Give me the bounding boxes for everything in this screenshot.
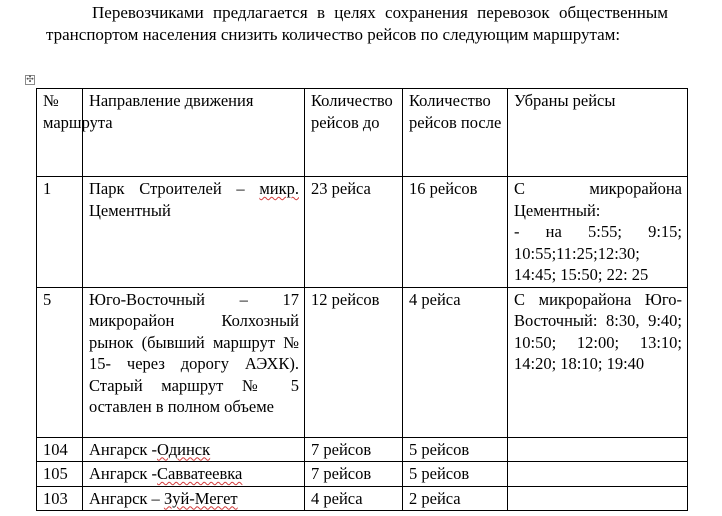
route-number-cell: 1 xyxy=(37,177,83,288)
route-number-cell: 103 xyxy=(37,486,83,511)
route-number-cell: 5 xyxy=(37,287,83,437)
direction-cell: Юго-Восточный – 17 микрорайон Колхозный рынок (бывший маршрут № 15- через дорогу АЭХК). Старый маршрут № 5 оставлен в полном объеме xyxy=(83,287,305,437)
direction-text: Ангарск - xyxy=(89,464,158,483)
intro-text: Перевозчиками предлагается в целях сохранения перевозок общественным транспортом населения снизить количество рейсов по следующим маршрутам: xyxy=(46,3,668,44)
direction-text: Ангарск – xyxy=(89,488,164,508)
header-trips-before xyxy=(305,89,403,177)
trips-after-cell: 5 рейсов xyxy=(403,437,508,462)
header-removed-trips: Убраны рейсы xyxy=(508,89,688,177)
trips-before-cell: 4 рейса xyxy=(305,486,403,511)
removed-trips-cell xyxy=(508,486,688,511)
table-row xyxy=(37,177,688,288)
header-route-number xyxy=(37,89,113,177)
removed-trips-cell xyxy=(508,177,688,288)
header-trips-before-label: Количество рейсов до xyxy=(311,91,393,132)
table-row xyxy=(37,437,688,462)
spellcheck-word: микр. xyxy=(259,179,299,198)
direction-cell xyxy=(83,177,305,288)
direction-cell xyxy=(83,486,305,511)
trips-before-cell: 7 рейсов xyxy=(305,462,403,487)
trips-after-cell: 2 рейса xyxy=(403,486,508,511)
removed-trips-times: - на 5:55; 9:15; 10:55;11:25;12:30; 14:45; 15:50; 22: 25 xyxy=(514,222,682,284)
header-trips-after-label: Количество рейсов после xyxy=(409,91,502,132)
trips-after-cell: 5 рейсов xyxy=(403,462,508,487)
route-number-cell: 105 xyxy=(37,462,83,487)
removed-trips-cell: С микрорайона Юго-Восточный: 8:30, 9:40; 10:50; 12:00; 13:10; 14:20; 18:10; 19:40 xyxy=(508,287,688,437)
removed-trips-cell xyxy=(508,437,688,462)
header-route-number-label: № маршрута xyxy=(43,91,113,132)
spellcheck-word: Зуй-Мегет xyxy=(163,488,238,508)
table-row xyxy=(37,486,688,511)
move-cross-icon[interactable]: ✣ xyxy=(26,75,34,85)
routes-table xyxy=(36,88,688,511)
direction-text: Цементный xyxy=(89,200,171,220)
trips-before-cell: 7 рейсов xyxy=(305,437,403,462)
header-direction: Направление движения xyxy=(83,89,305,177)
direction-text: Ангарск - xyxy=(89,439,158,459)
removed-trips-heading: С микрорайона Цементный: xyxy=(514,179,682,220)
trips-before-cell: 23 рейса xyxy=(305,177,403,288)
header-trips-after xyxy=(403,89,508,177)
trips-after-cell: 4 рейса xyxy=(403,287,508,437)
direction-text: Парк Строителей – xyxy=(89,179,260,198)
direction-cell xyxy=(83,437,305,462)
intro-paragraph xyxy=(46,2,668,46)
table-row xyxy=(37,287,688,437)
trips-before-cell: 12 рейсов xyxy=(305,287,403,437)
spellcheck-word: Одинск xyxy=(157,439,211,459)
spellcheck-word: Савватеевка xyxy=(157,464,243,483)
direction-cell xyxy=(83,462,305,487)
trips-after-cell: 16 рейсов xyxy=(403,177,508,288)
route-number-cell: 104 xyxy=(37,437,83,462)
table-row xyxy=(37,462,688,487)
removed-trips-cell xyxy=(508,462,688,487)
table-header-row xyxy=(37,89,688,177)
